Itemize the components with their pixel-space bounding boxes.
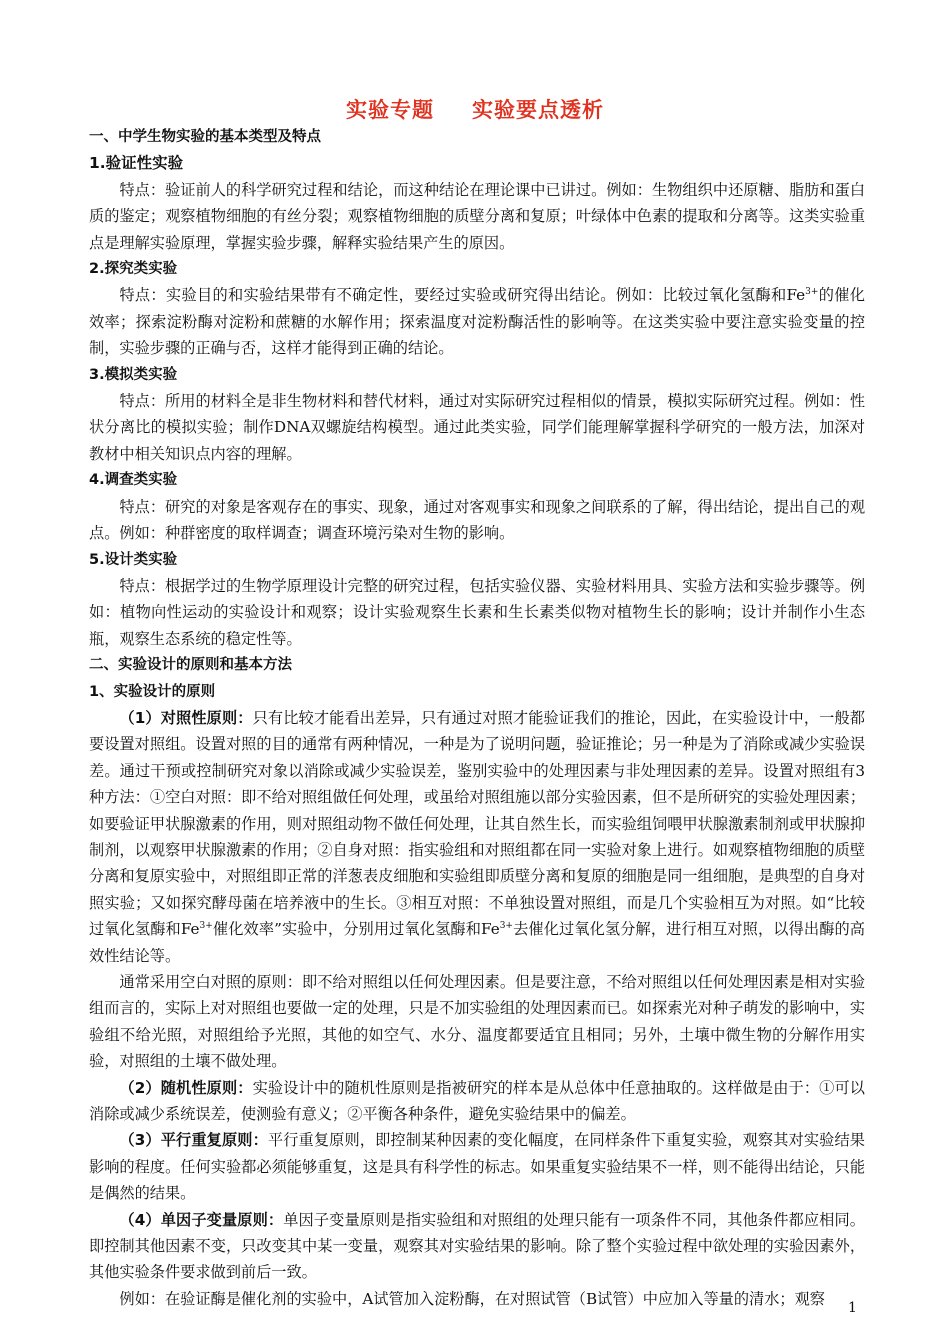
paragraph-survey: 特点：研究的对象是客观存在的事实、现象，通过对客观事实和现象之间联系的了解，得出结论，提出自己的观点。例如：种群密度的取样调查；调查环境污染对生物的影响。 [89, 497, 865, 543]
paragraph-single-factor-principle: （4）单因子变量原则：单因子变量原则是指实验组和对照组的处理只能有一项条件不同，其他条件都应相同。即控制其他因素不变，只改变其中某一变量，观察其对实验结果的影响。除了整个实验过程中欲处理的实验因素外，其他实验条件要求做到前后一致。 [89, 1210, 865, 1282]
paragraph-control-continued: 通常采用空白对照的原则：即不给对照组以任何处理因素。但是要注意，不给对照组以任何处理因素是相对实验组而言的，实际上对对照组也要做一定的处理，只是不加实验组的处理因素而已。如探索光对种子萌发的影响中，实验组不给光照，对照组给予光照，其他的如空气、水分、温度都要适宜且相同；另外，土壤中微生物的分解作用实验，对照组的土壤不做处理。 [89, 973, 865, 1071]
title-right: 实验要点透析 [472, 98, 604, 122]
paragraph-example: 例如：在验证酶是催化剂的实验中，A试管加入淀粉酶，在对照试管（B试管）中应加入等量的清水；观察 [119, 1289, 825, 1308]
paragraph-exploration: 特点：实验目的和实验结果带有不确定性，要经过实验或研究得出结论。例如：比较过氧化氢酶和$Fe^{3+}$的催化效率；探索淀粉酶对淀粉和蔗糖的水解作用；探索温度对淀粉酶活性的影响等。在这类实验中要注意实验变量的控制，实验步骤的正确与否，这样才能得到正确的结论。 [89, 286, 865, 358]
subheading-exploration: 2.探究类实验 [89, 261, 178, 278]
subheading-simulation: 3.模拟类实验 [89, 366, 178, 383]
paragraph-control-principle: （1）对照性原则：只有比较才能看出差异，只有通过对照才能验证我们的推论，因此，在实验设计中，一般都要设置对照组。设置对照的目的通常有两种情况，一种是为了说明问题，验证推论；另一种是为了消除或减少实验误差。通过干预或控制研究对象以消除或减少实验误差，鉴别实验中的处理因素与非处理因素的差异。设置对照组有3种方法：①空白对照：即不给对照组做任何处理，或虽给对照组施以部分实验因素，但不是所研究的实验处理因素；如要验证甲状腺激素的作用，则对照组动物不做任何处理，让其自然生长，而实验组饲喂甲状腺激素制剂或甲状腺抑制剂，以观察甲状腺激素的作用；②自身对照：指实验组和对照组都在同一实验对象上进行。如观察植物细胞的质壁分离和复原实验中，对照组即正常的洋葱表皮细胞和实验组即质壁分离和复原的细胞是同一组细胞，是典型的自身对照实验；又如探究酵母菌在培养液中的生长。③相互对照：不单独设置对照组，而是几个实验相互为对照。如“比较过氧化氢酶和$Fe^{3+}$催化效率”实验中，分别用过氧化氢酶和$Fe^{3+}$去催化过氧化氢分解，进行相互对照，以得出酶的高效性结论等。 [89, 708, 865, 965]
paragraph-design: 特点：根据学过的生物学原理设计完整的研究过程，包括实验仪器、实验材料用具、实验方法和实验步骤等。例如：植物向性运动的实验设计和观察；设计实验观察生长素和生长素类似物对植物生长的影响；设计并制作小生态瓶，观察生态系统的稳定性等。 [89, 576, 865, 648]
section-heading-1: 一、中学生物实验的基本类型及特点 [89, 129, 321, 145]
subheading-principles: 1、实验设计的原则 [89, 683, 216, 700]
page-title [0, 94, 950, 124]
document-body [89, 124, 865, 1312]
title-left: 实验专题 [346, 98, 434, 122]
paragraph-repeat-principle: （3）平行重复原则：平行重复原则，即控制某种因素的变化幅度，在同样条件下重复实验，观察其对实验结果影响的程度。任何实验都必须能够重复，这是具有科学性的标志。如果重复实验结果不一样，则不能得出结论，只能是偶然的结果。 [89, 1131, 865, 1203]
section-heading-2: 二、实验设计的原则和基本方法 [89, 657, 292, 674]
subheading-design: 5.设计类实验 [89, 551, 178, 568]
paragraph-simulation: 特点：所用的材料全是非生物材料和替代材料，通过对实际研究过程相似的情景，模拟实际研究过程。例如：性状分离比的模拟实验；制作DNA双螺旋结构模型。通过此类实验，同学们能理解掌握科学研究的一般方法，加深对教材中相关知识点内容的理解。 [89, 392, 865, 463]
page-number: 1 [848, 1300, 857, 1316]
paragraph-verification: 特点：验证前人的科学研究过程和结论，而这种结论在理论课中已讲过。例如：生物组织中还原糖、脂肪和蛋白质的鉴定；观察植物细胞的有丝分裂；观察植物细胞的质壁分离和复原；叶绿体中色素的提取和分离等。这类实验重点是理解实验原理，掌握实验步骤，解释实验结果产生的原因。 [89, 180, 865, 252]
paragraph-random-principle: （2）随机性原则：实验设计中的随机性原则是指被研究的样本是从总体中任意抽取的。这样做是由于：①可以消除或减少系统误差，使测验有意义；②平衡各种条件，避免实验结果中的偏差。 [89, 1078, 865, 1124]
subheading-verification: 1.验证性实验 [89, 154, 184, 173]
subheading-survey: 4.调查类实验 [89, 472, 178, 489]
